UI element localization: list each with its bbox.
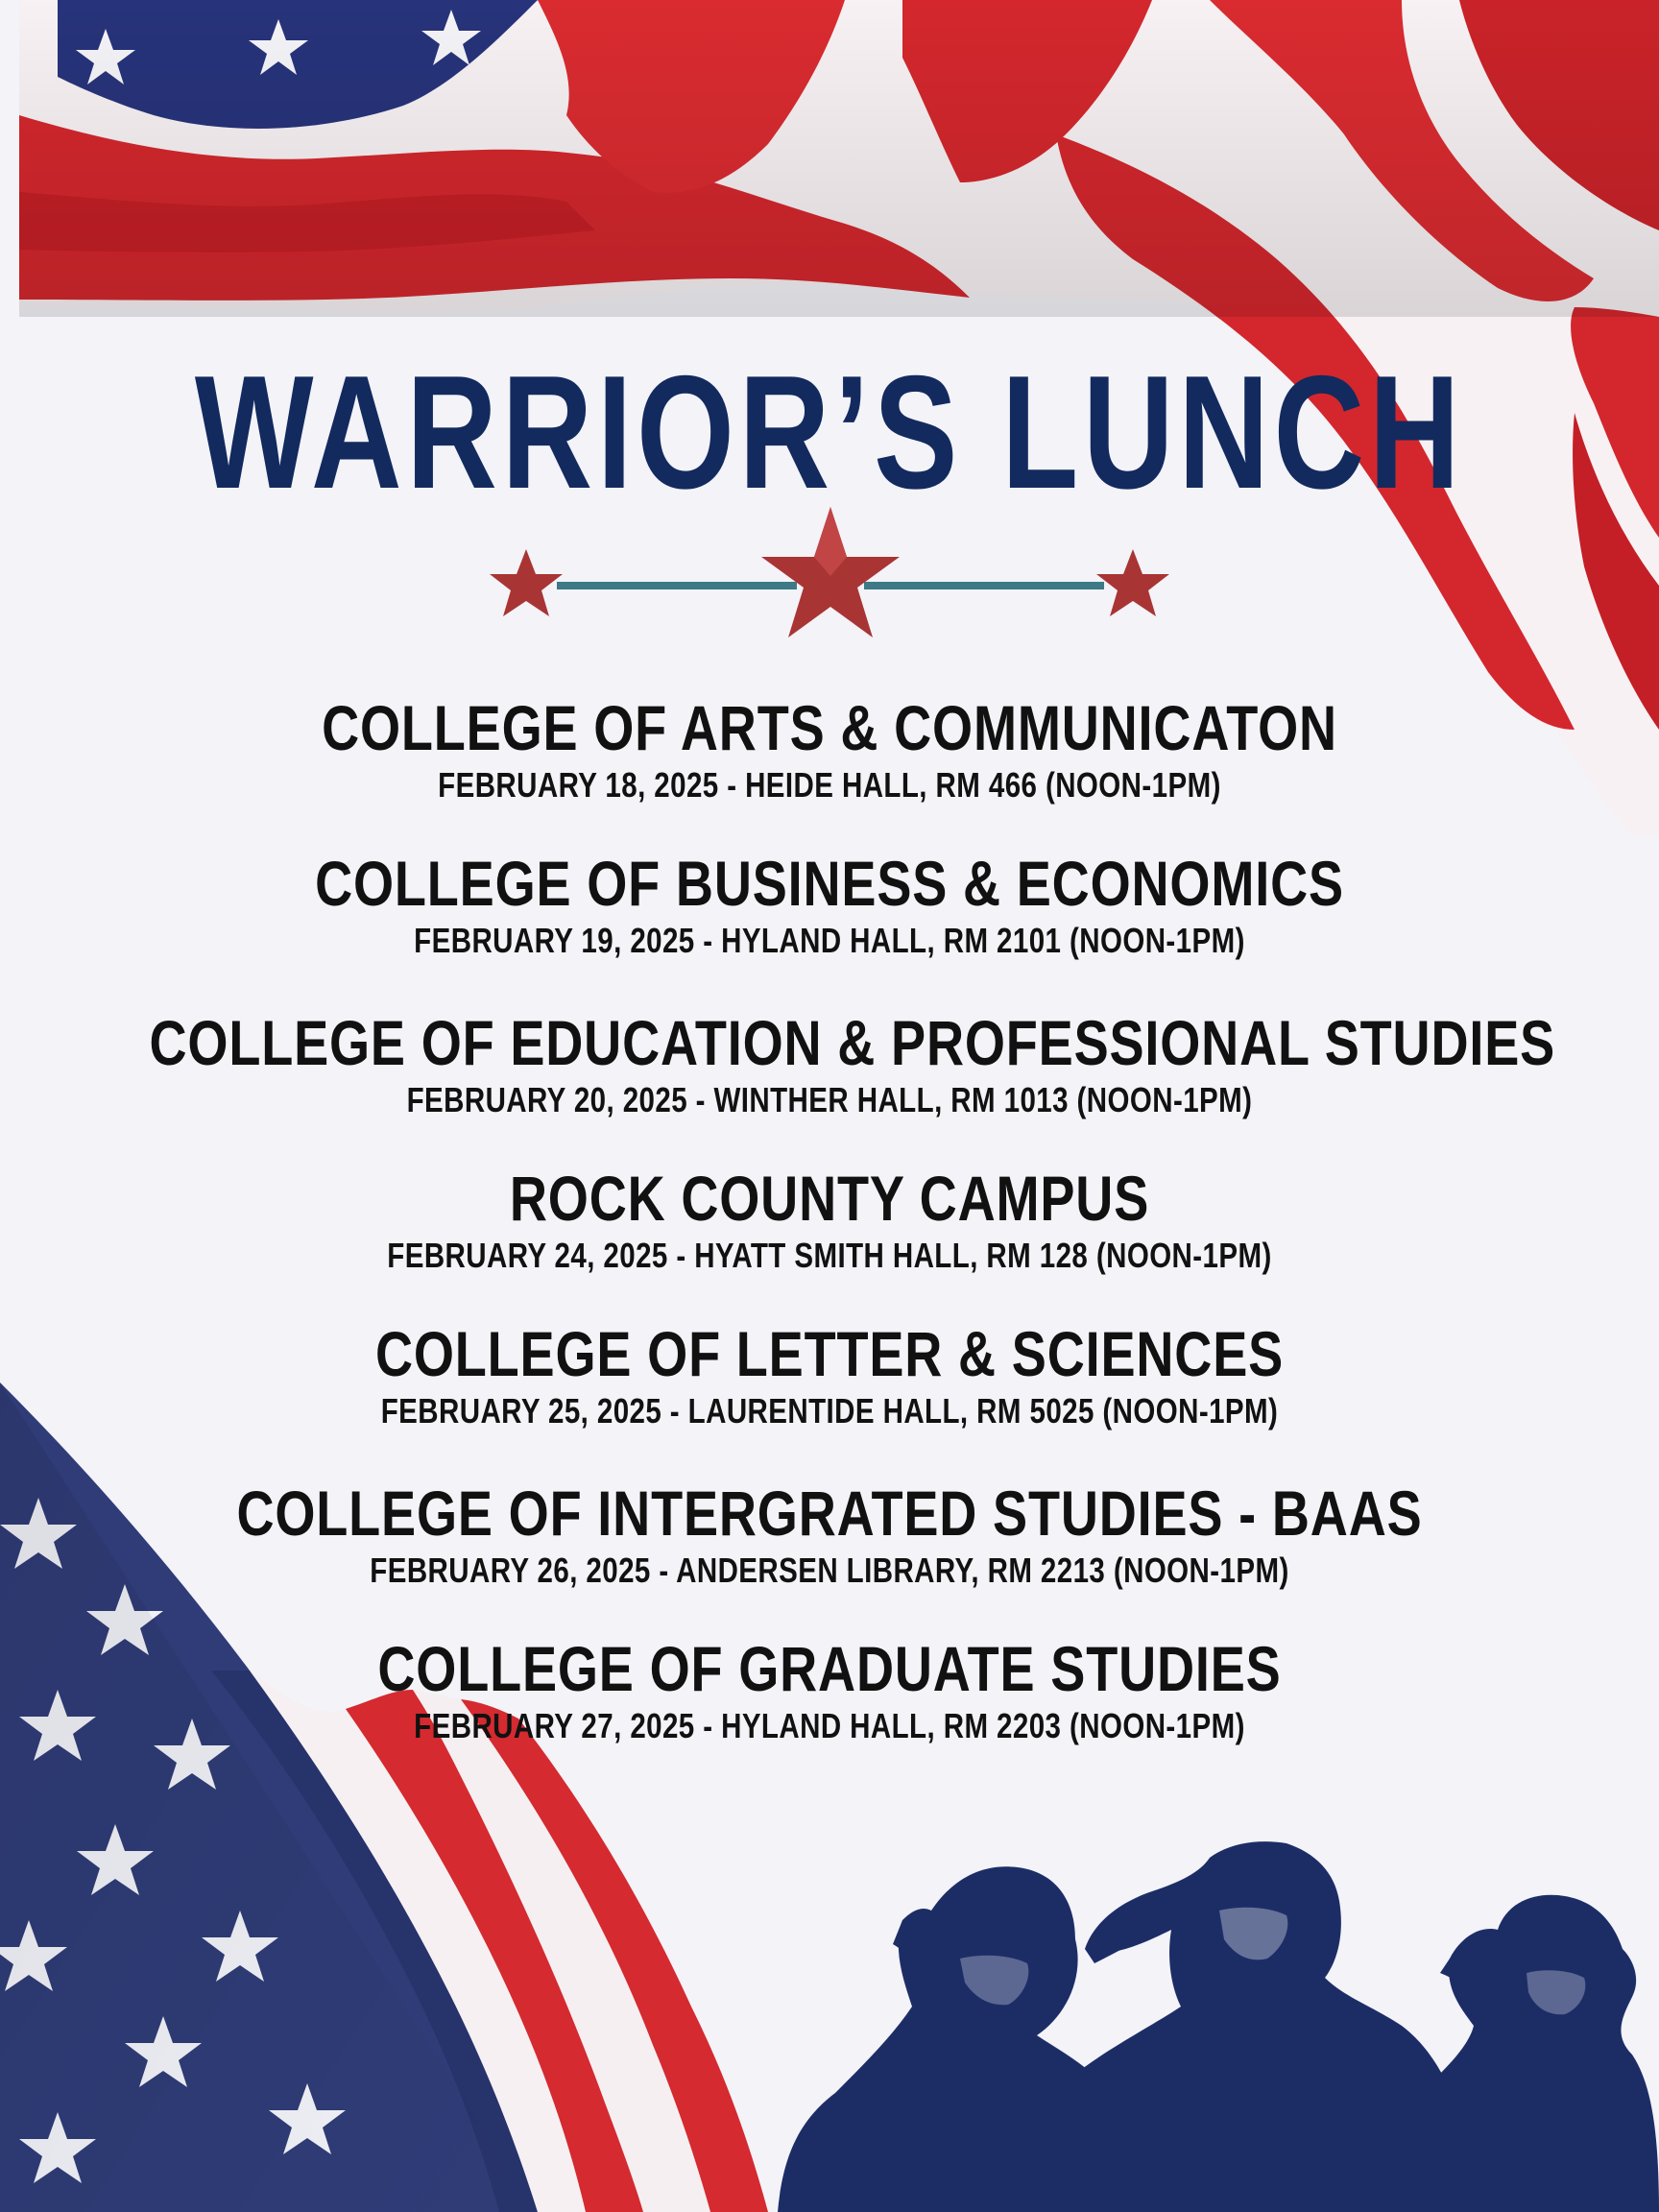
event-name: COLLEGE OF ARTS & COMMUNICATON (322, 692, 1337, 763)
event-item (0, 1317, 1659, 1432)
event-detail: FEBRUARY 26, 2025 - ANDERSEN LIBRARY, RM 2213 (NOON-1PM) (370, 1551, 1289, 1590)
event-name: COLLEGE OF BUSINESS & ECONOMICS (315, 848, 1344, 919)
event-detail: FEBRUARY 19, 2025 - HYLAND HALL, RM 2101 (NOON-1PM) (414, 921, 1245, 960)
saluting-soldiers-silhouette (778, 1841, 1659, 2212)
star-icon-right (1096, 549, 1169, 616)
event-item (0, 1162, 1659, 1277)
event-name: COLLEGE OF INTERGRATED STUDIES - BAAS (236, 1478, 1423, 1549)
event-detail: FEBRUARY 27, 2025 - HYLAND HALL, RM 2203 (NOON-1PM) (414, 1706, 1245, 1745)
event-detail: FEBRUARY 24, 2025 - HYATT SMITH HALL, RM 128 (NOON-1PM) (387, 1236, 1272, 1275)
event-item (0, 1632, 1659, 1747)
event-detail: FEBRUARY 20, 2025 - WINTHER HALL, RM 1013 (NOON-1PM) (406, 1080, 1253, 1119)
title-divider (490, 507, 1169, 637)
event-item (0, 1477, 1659, 1592)
event-item (0, 1006, 1659, 1121)
event-item (0, 847, 1659, 962)
event-name: COLLEGE OF EDUCATION & PROFESSIONAL STUDIES (149, 1007, 1556, 1078)
star-icon-center (761, 507, 900, 637)
poster-title: WARRIOR’S LUNCH (194, 342, 1465, 522)
event-name: COLLEGE OF GRADUATE STUDIES (377, 1633, 1282, 1704)
star-icon-left (490, 549, 563, 616)
event-item (0, 691, 1659, 806)
event-detail: FEBRUARY 25, 2025 - LAURENTIDE HALL, RM 5025 (NOON-1PM) (380, 1391, 1279, 1431)
event-name: COLLEGE OF LETTER & SCIENCES (374, 1318, 1285, 1389)
event-detail: FEBRUARY 18, 2025 - HEIDE HALL, RM 466 (NOON-1PM) (438, 765, 1221, 805)
event-name: ROCK COUNTY CAMPUS (509, 1163, 1150, 1234)
